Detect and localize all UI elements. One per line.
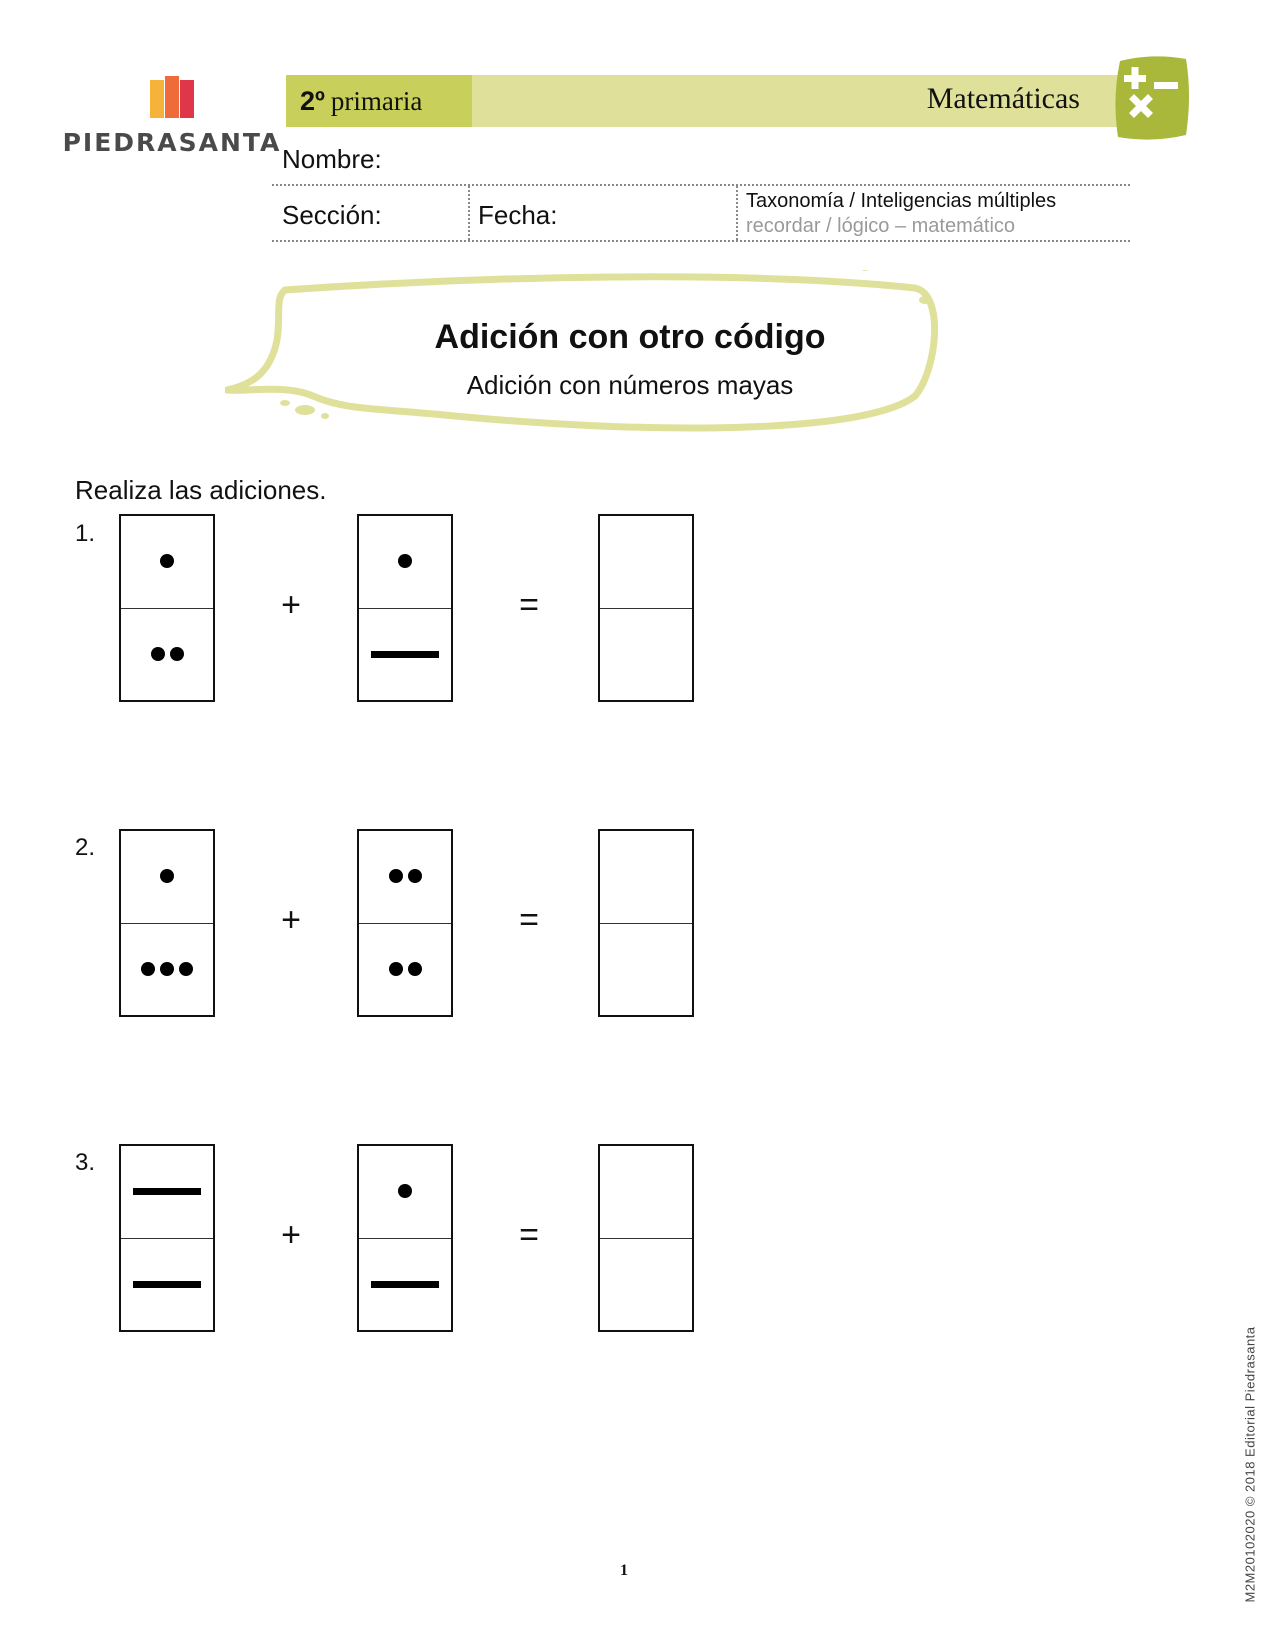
maya-dot	[408, 869, 422, 883]
box-bottom-level	[359, 1238, 451, 1331]
publisher-logo	[62, 66, 282, 166]
maya-number-box	[357, 829, 453, 1017]
logo-text: PIEDRASANTA	[62, 128, 282, 157]
maya-bar	[133, 1188, 201, 1195]
box-top-level	[121, 516, 213, 608]
box-bottom-level	[359, 608, 451, 701]
subject-title: Matemáticas	[926, 82, 1080, 115]
page-number: 1	[620, 1562, 628, 1579]
box-bottom-level	[121, 923, 213, 1016]
maya-number-box	[357, 1144, 453, 1332]
plus-sign: +	[281, 901, 301, 939]
equals-sign: =	[519, 901, 539, 939]
answer-bottom-level[interactable]	[600, 1238, 692, 1331]
box-bottom-level	[359, 923, 451, 1016]
maya-dot	[408, 962, 422, 976]
maya-dot	[389, 869, 403, 883]
grade-number: 2º	[300, 85, 325, 116]
plus-sign: +	[281, 1216, 301, 1254]
maya-dot	[160, 554, 174, 568]
title-banner-shape	[225, 270, 985, 460]
math-operations-icon	[1112, 55, 1192, 145]
document-code: M2M20102020 © 2018 Editorial Piedrasanta	[1242, 1326, 1258, 1603]
instruction-text: Realiza las adiciones.	[75, 475, 327, 505]
name-label: Nombre:	[282, 144, 382, 174]
exercise-number: 2.	[75, 834, 96, 861]
maya-dot	[389, 962, 403, 976]
maya-dot	[141, 962, 155, 976]
answer-bottom-level[interactable]	[600, 608, 692, 701]
box-top-level	[359, 1146, 451, 1238]
maya-number-box	[119, 1144, 215, 1332]
maya-number-box	[357, 514, 453, 702]
taxonomy-title: Taxonomía / Inteligencias múltiples	[746, 190, 1057, 212]
maya-dot	[151, 647, 165, 661]
answer-top-level[interactable]	[600, 831, 692, 923]
book-logo-icon	[148, 72, 196, 120]
divider	[272, 240, 1130, 242]
divider	[736, 186, 738, 240]
box-bottom-level	[121, 608, 213, 701]
answer-bottom-level[interactable]	[600, 923, 692, 1016]
page-subtitle: Adición con números mayas	[466, 370, 794, 400]
answer-box[interactable]	[598, 1144, 694, 1332]
box-top-level	[359, 831, 451, 923]
page-title: Adición con otro código	[434, 318, 826, 356]
taxonomy-value: recordar / lógico – matemático	[746, 215, 1016, 237]
grade-text: primaria	[330, 85, 423, 116]
answer-box[interactable]	[598, 829, 694, 1017]
maya-dot	[160, 869, 174, 883]
answer-box[interactable]	[598, 514, 694, 702]
equals-sign: =	[519, 1216, 539, 1254]
divider	[272, 184, 1130, 186]
maya-bar	[371, 651, 439, 658]
box-top-level	[359, 516, 451, 608]
maya-number-box	[119, 829, 215, 1017]
exercise-number: 3.	[75, 1149, 96, 1176]
plus-sign: +	[281, 586, 301, 624]
box-bottom-level	[121, 1238, 213, 1331]
maya-dot	[160, 962, 174, 976]
answer-top-level[interactable]	[600, 516, 692, 608]
box-top-level	[121, 831, 213, 923]
maya-dot	[398, 1184, 412, 1198]
section-label: Sección:	[282, 200, 382, 230]
maya-number-box	[119, 514, 215, 702]
exercise-number: 1.	[75, 520, 96, 547]
divider	[468, 186, 470, 240]
answer-top-level[interactable]	[600, 1146, 692, 1238]
maya-dot	[170, 647, 184, 661]
box-top-level	[121, 1146, 213, 1238]
grade-label	[286, 75, 472, 127]
maya-dot	[398, 554, 412, 568]
maya-dot	[179, 962, 193, 976]
maya-bar	[371, 1281, 439, 1288]
date-label: Fecha:	[478, 200, 558, 230]
maya-bar	[133, 1281, 201, 1288]
equals-sign: =	[519, 586, 539, 624]
